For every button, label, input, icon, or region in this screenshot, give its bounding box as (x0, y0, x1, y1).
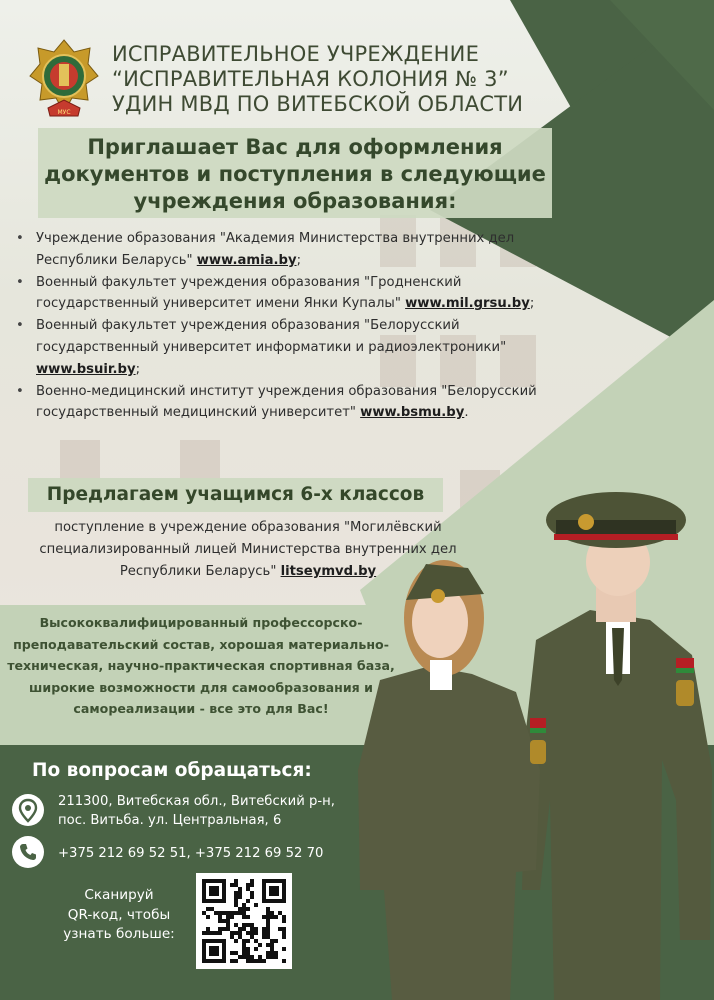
offer-text: поступление в учреждение образования "Могилёвский специализированный лицей Министерства внутренних дел Республики Беларусь" litseymvd.by (39, 520, 457, 579)
website-link[interactable]: litseymvd.by (280, 564, 377, 579)
invite-line3: учреждения образования: (133, 189, 457, 213)
header-title-line1: ИСПРАВИТЕЛЬНОЕ УЧРЕЖДЕНИЕ (112, 42, 480, 66)
benefits-text: Высококвалифицированный профессорско-преподавательский состав, хорошая материально-техническая, научно-практическая спортивная база, широкие возможности для самообразования и самореализации - все это для Вас! (7, 615, 395, 716)
invite-line1: Приглашает Вас для оформления (87, 135, 503, 159)
contacts-title: По вопросам обращаться: (32, 760, 312, 781)
offer-title: Предлагаем учащимся 6-х классов (46, 484, 425, 505)
header-title-line2: “ИСПРАВИТЕЛЬНАЯ КОЛОНИЯ № 3” (112, 67, 509, 91)
phone-icon (12, 836, 44, 868)
header-title-line3: УДИН МВД ПО ВИТЕБСКОЙ ОБЛАСТИ (112, 92, 524, 116)
website-link[interactable]: www.mil.grsu.by (405, 296, 530, 312)
officers-photo (340, 470, 714, 1000)
list-item: • Учреждение образования "Академия Министерства внутренних дел Республики Беларусь" www.amia.by; (14, 228, 574, 272)
website-link[interactable]: www.amia.by (196, 252, 297, 268)
institutions-list (14, 228, 574, 424)
location-pin-icon (12, 794, 44, 826)
phone-numbers[interactable]: +375 212 69 52 51, +375 212 69 52 70 (58, 846, 324, 861)
emblem-icon (28, 38, 100, 120)
website-link[interactable]: www.bsuir.by (36, 361, 136, 377)
qr-code-icon[interactable] (196, 873, 292, 969)
address: 211300, Витебская обл., Витебский р-н, пос. Витьба. ул. Центральная, 6 (58, 794, 335, 828)
list-item: • Военный факультет учреждения образования "Гродненский государственный университет имени Янки Купалы" www.mil.grsu.by; (14, 272, 574, 316)
invite-panel (38, 128, 552, 218)
svg-text:МУС: МУС (57, 109, 71, 116)
list-item: • Военный факультет учреждения образования "Белорусский государственный университет информатики и радиоэлектроники" www.bsuir.by; (14, 315, 574, 380)
qr-caption: Сканируй QR-код, чтобы узнать больше: (63, 887, 175, 942)
header (28, 38, 708, 128)
website-link[interactable]: www.bsmu.by (360, 405, 465, 421)
list-item: • Военно-медицинский институт учреждения образования "Белорусский государственный медицинский университет" www.bsmu.by. (14, 381, 574, 425)
invite-line2: документов и поступления в следующие (44, 162, 546, 186)
